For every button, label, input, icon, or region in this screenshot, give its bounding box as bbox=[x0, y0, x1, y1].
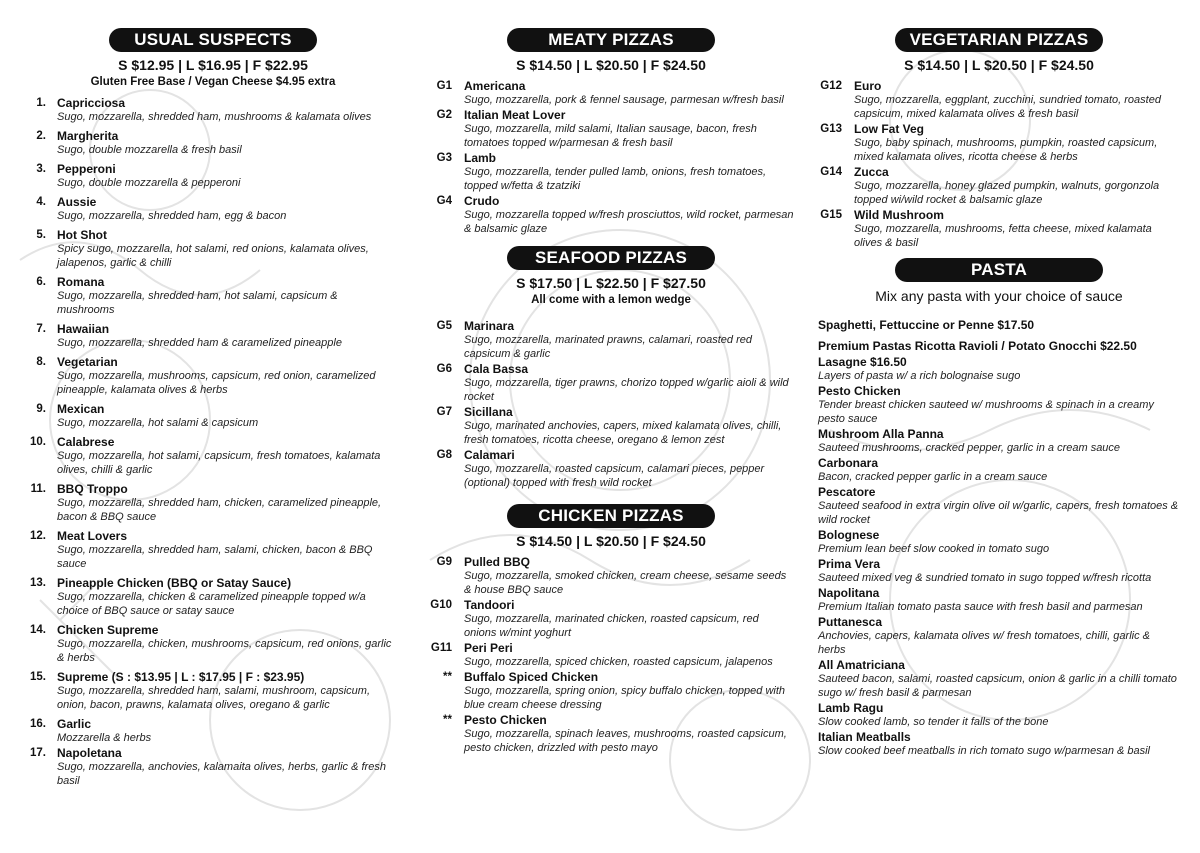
menu-item bbox=[28, 162, 398, 190]
item-number: ** bbox=[443, 714, 452, 726]
pasta-name: Mushroom Alla Panna bbox=[818, 427, 944, 441]
item-description: Sugo, mozzarella, mild salami, Italian sausage, bacon, fresh tomatoes topped w/parmesan & fresh basil bbox=[464, 123, 757, 149]
item-number: G2 bbox=[436, 109, 452, 121]
pasta-item bbox=[818, 615, 1180, 657]
item-name: Vegetarian bbox=[57, 355, 118, 369]
chicken-pizzas-section bbox=[428, 504, 794, 755]
item-description: Sugo, mozzarella, spring onion, spicy buffalo chicken, topped with blue cream cheese dressing bbox=[464, 685, 786, 711]
pasta-description: Slow cooked beef meatballs in rich tomato sugo w/parmesan & basil bbox=[818, 745, 1151, 757]
menu-item bbox=[818, 122, 1180, 164]
item-number: 9. bbox=[36, 403, 46, 415]
pasta-name: Puttanesca bbox=[818, 615, 883, 629]
meaty-pizzas-list bbox=[428, 79, 794, 236]
pasta-base-price: Spaghetti, Fettuccine or Penne $17.50 bbox=[818, 318, 1035, 332]
item-number: 8. bbox=[36, 356, 46, 368]
premium-pasta-price: Premium Pastas Ricotta Ravioli / Potato Gnocchi $22.50 bbox=[818, 339, 1137, 353]
menu-item bbox=[428, 151, 794, 193]
usual-suspects-section bbox=[28, 0, 398, 788]
item-number: G6 bbox=[436, 363, 452, 375]
item-number: G7 bbox=[436, 406, 452, 418]
item-name: Pepperoni bbox=[57, 162, 116, 176]
item-name: Garlic bbox=[57, 717, 92, 731]
item-description: Sugo, mozzarella, anchovies, kalamaita olives, herbs, garlic & fresh basil bbox=[57, 761, 386, 787]
item-description: Sugo, mozzarella, shredded ham & caramelized pineapple bbox=[57, 337, 342, 349]
item-number: G1 bbox=[436, 80, 452, 92]
item-description: Sugo, mozzarella, mushrooms, capsicum, red onion, caramelized pineapple, kalamata olives & herbs bbox=[57, 370, 376, 396]
item-number: 17. bbox=[30, 747, 46, 759]
pasta-description: Sauteed mixed veg & sundried tomato in sugo topped w/fresh ricotta bbox=[818, 572, 1152, 584]
gluten-free-note: Gluten Free Base / Vegan Cheese $4.95 extra bbox=[90, 76, 336, 88]
pasta-description: Sauteed seafood in extra virgin olive oil w/garlic, capers, fresh tomatoes & wild rocket bbox=[818, 500, 1179, 526]
item-number: G3 bbox=[436, 152, 452, 164]
pasta-name: Pescatore bbox=[818, 485, 876, 499]
menu-item bbox=[428, 448, 794, 490]
item-name: Tandoori bbox=[464, 598, 515, 612]
item-description: Sugo, mozzarella, pork & fennel sausage, parmesan w/fresh basil bbox=[464, 94, 784, 106]
menu-item bbox=[28, 482, 398, 524]
vegetarian-pizzas-section bbox=[818, 28, 1180, 250]
item-number: 15. bbox=[30, 671, 46, 683]
pasta-subtitle: Mix any pasta with your choice of sauce bbox=[875, 288, 1123, 304]
pasta-item bbox=[818, 384, 1180, 426]
pasta-item bbox=[818, 355, 1180, 383]
pasta-name: Italian Meatballs bbox=[818, 730, 911, 744]
chicken-prices: S $14.50 | L $20.50 | F $24.50 bbox=[516, 533, 706, 549]
item-description: Sugo, mozzarella, chicken, mushrooms, capsicum, red onions, garlic & herbs bbox=[57, 638, 392, 664]
item-description: Sugo, mozzarella, marinated prawns, calamari, roasted red capsicum & garlic bbox=[464, 334, 752, 360]
menu-item bbox=[428, 194, 794, 236]
item-name: Chicken Supreme bbox=[57, 623, 159, 637]
item-name: Sicillana bbox=[464, 405, 513, 419]
vegetarian-prices: S $14.50 | L $20.50 | F $24.50 bbox=[904, 57, 1094, 73]
menu-item bbox=[428, 641, 794, 669]
item-number: ** bbox=[443, 671, 452, 683]
item-description: Sugo, mozzarella, chicken & caramelized pineapple topped w/a choice of BBQ sauce or satay sauce bbox=[57, 591, 366, 617]
item-name: Romana bbox=[57, 275, 105, 289]
item-number: G4 bbox=[436, 195, 452, 207]
item-number: 7. bbox=[36, 323, 46, 335]
item-description: Sugo, mozzarella, shredded ham, chicken, caramelized pineapple, bacon & BBQ sauce bbox=[57, 497, 382, 523]
menu-item bbox=[428, 670, 794, 712]
pasta-item bbox=[818, 658, 1180, 700]
item-number: 12. bbox=[30, 530, 46, 542]
item-number: G13 bbox=[820, 123, 842, 135]
usual-suspects-list bbox=[28, 96, 398, 788]
menu-item bbox=[28, 195, 398, 223]
item-number: 16. bbox=[30, 718, 46, 730]
menu-item bbox=[28, 322, 398, 350]
lemon-wedge-note: All come with a lemon wedge bbox=[531, 294, 691, 306]
section-title-meaty-pizzas: MEATY PIZZAS bbox=[507, 28, 715, 52]
item-name: Crudo bbox=[464, 194, 500, 208]
item-name: Americana bbox=[464, 79, 526, 93]
section-title-seafood-pizzas: SEAFOOD PIZZAS bbox=[507, 246, 715, 270]
menu-item bbox=[28, 355, 398, 397]
item-name: Wild Mushroom bbox=[854, 208, 944, 222]
pasta-item bbox=[818, 528, 1180, 556]
item-name: Hawaiian bbox=[57, 322, 110, 336]
item-name: Euro bbox=[854, 79, 882, 93]
menu-item bbox=[428, 362, 794, 404]
item-number: 14. bbox=[30, 624, 46, 636]
pasta-name: Prima Vera bbox=[818, 557, 881, 571]
item-number: 10. bbox=[30, 436, 46, 448]
menu-item bbox=[428, 598, 794, 640]
item-description: Sugo, mozzarella, shredded ham, salami, chicken, bacon & BBQ sauce bbox=[57, 544, 373, 570]
pasta-item bbox=[818, 730, 1180, 758]
item-number: G8 bbox=[436, 449, 452, 461]
item-name: Zucca bbox=[854, 165, 889, 179]
item-description: Sugo, mozzarella, spiced chicken, roasted capsicum, jalapenos bbox=[464, 656, 773, 668]
item-description: Sugo, mozzarella topped w/fresh prosciuttos, wild rocket, parmesan & balsamic glaze bbox=[464, 209, 794, 235]
item-description: Sugo, mozzarella, marinated chicken, roasted capsicum, red onions w/mint yoghurt bbox=[464, 613, 759, 639]
item-name: Capricciosa bbox=[57, 96, 126, 110]
item-description: Sugo, baby spinach, mushrooms, pumpkin, roasted capsicum, mixed kalamata olives, ricotta cheese & herbs bbox=[854, 137, 1158, 163]
pasta-description: Anchovies, capers, kalamata olives w/ fresh tomatoes, chilli, garlic & herbs bbox=[818, 630, 1150, 656]
pasta-description: Premium lean beef slow cooked in tomato sugo bbox=[818, 543, 1050, 555]
item-number: G14 bbox=[820, 166, 842, 178]
item-number: 2. bbox=[36, 130, 46, 142]
item-number: 3. bbox=[36, 163, 46, 175]
pasta-description: Layers of pasta w/ a rich bolognaise sugo bbox=[818, 370, 1021, 382]
menu-item bbox=[28, 435, 398, 477]
seafood-pizzas-list bbox=[428, 319, 794, 490]
menu-item bbox=[28, 623, 398, 665]
right-column bbox=[818, 0, 1180, 759]
menu-item bbox=[428, 319, 794, 361]
item-number: G15 bbox=[820, 209, 842, 221]
menu-item bbox=[28, 129, 398, 157]
item-name: Aussie bbox=[57, 195, 97, 209]
chicken-pizzas-list bbox=[428, 555, 794, 755]
seafood-prices: S $17.50 | L $22.50 | F $27.50 bbox=[516, 275, 706, 291]
pasta-item bbox=[818, 701, 1180, 729]
section-title-chicken-pizzas: CHICKEN PIZZAS bbox=[507, 504, 715, 528]
item-description: Sugo, double mozzarella & pepperoni bbox=[57, 177, 241, 189]
item-number: G5 bbox=[436, 320, 452, 332]
item-description: Sugo, mozzarella, roasted capsicum, calamari pieces, pepper (optional) topped with fresh wild rocket bbox=[464, 463, 765, 489]
item-description: Sugo, mozzarella, hot salami, capsicum, fresh tomatoes, kalamata olives, chilli & garlic bbox=[57, 450, 381, 476]
item-name: Supreme (S : $13.95 | L : $17.95 | F : $23.95) bbox=[57, 670, 305, 684]
menu-item bbox=[28, 576, 398, 618]
item-name: Peri Peri bbox=[464, 641, 513, 655]
pasta-item bbox=[818, 427, 1180, 455]
pasta-name: Bolognese bbox=[818, 528, 880, 542]
section-title-vegetarian-pizzas: VEGETARIAN PIZZAS bbox=[895, 28, 1103, 52]
item-description: Spicy sugo, mozzarella, hot salami, red onions, kalamata olives, jalapenos, garlic & chilli bbox=[57, 243, 369, 269]
menu-item bbox=[28, 529, 398, 571]
pasta-item bbox=[818, 485, 1180, 527]
section-title-usual-suspects: USUAL SUSPECTS bbox=[109, 28, 317, 52]
pasta-sauce-list bbox=[818, 355, 1180, 758]
item-description: Sugo, mozzarella, smoked chicken, cream cheese, sesame seeds & house BBQ sauce bbox=[464, 570, 787, 596]
item-name: Calabrese bbox=[57, 435, 115, 449]
item-name: Meat Lovers bbox=[57, 529, 128, 543]
item-number: G12 bbox=[820, 80, 842, 92]
item-name: Lamb bbox=[464, 151, 497, 165]
item-description: Sugo, mozzarella, eggplant, zucchini, sundried tomato, roasted capsicum, mixed kalamata olives & fresh basil bbox=[854, 94, 1161, 120]
item-description: Sugo, mozzarella, mushrooms, fetta cheese, mixed kalamata olives & basil bbox=[854, 223, 1152, 249]
section-title-pasta: PASTA bbox=[895, 258, 1103, 282]
menu-item bbox=[818, 79, 1180, 121]
pasta-description: Premium Italian tomato pasta sauce with fresh basil and parmesan bbox=[818, 601, 1143, 613]
pasta-description: Slow cooked lamb, so tender it falls of the bone bbox=[818, 716, 1049, 728]
pasta-name: Lamb Ragu bbox=[818, 701, 884, 715]
pasta-name: All Amatriciana bbox=[818, 658, 905, 672]
menu-item bbox=[428, 108, 794, 150]
meaty-prices: S $14.50 | L $20.50 | F $24.50 bbox=[516, 57, 706, 73]
item-number: G10 bbox=[430, 599, 452, 611]
item-name: Napoletana bbox=[57, 746, 122, 760]
item-description: Sugo, mozzarella, shredded ham, egg & bacon bbox=[57, 210, 287, 222]
item-name: Buffalo Spiced Chicken bbox=[464, 670, 599, 684]
pasta-item bbox=[818, 557, 1180, 585]
middle-column bbox=[428, 0, 794, 755]
menu-item bbox=[28, 670, 398, 712]
item-description: Sugo, mozzarella, spinach leaves, mushrooms, roasted capsicum, pesto chicken, drizzled with pesto mayo bbox=[464, 728, 787, 754]
menu-item bbox=[28, 275, 398, 317]
menu-item bbox=[28, 228, 398, 270]
item-number: 4. bbox=[36, 196, 46, 208]
item-name: Cala Bassa bbox=[464, 362, 529, 376]
item-description: Sugo, mozzarella, honey glazed pumpkin, walnuts, gorgonzola topped wi/wild rocket & balsamic glaze bbox=[854, 180, 1160, 206]
item-description: Sugo, mozzarella, shredded ham, salami, mushroom, capsicum, onion, bacon, prawns, kalamata olives, oregano & garlic bbox=[57, 685, 371, 711]
pasta-description: Tender breast chicken sauteed w/ mushrooms & spinach in a creamy pesto sauce bbox=[818, 399, 1154, 425]
item-number: 11. bbox=[30, 483, 46, 495]
menu-item bbox=[818, 165, 1180, 207]
item-name: BBQ Troppo bbox=[57, 482, 128, 496]
item-number: 5. bbox=[36, 229, 46, 241]
pasta-name: Carbonara bbox=[818, 456, 879, 470]
item-number: 6. bbox=[36, 276, 46, 288]
meaty-pizzas-section bbox=[428, 28, 794, 236]
seafood-pizzas-section bbox=[428, 246, 794, 490]
pasta-section bbox=[818, 258, 1180, 758]
item-number: 1. bbox=[36, 97, 46, 109]
menu-item bbox=[28, 402, 398, 430]
item-name: Italian Meat Lover bbox=[464, 108, 566, 122]
item-number: 13. bbox=[30, 577, 46, 589]
menu-item bbox=[28, 96, 398, 124]
pasta-name: Napolitana bbox=[818, 586, 880, 600]
item-number: G9 bbox=[436, 556, 452, 568]
item-description: Sugo, marinated anchovies, capers, mixed kalamata olives, chilli, fresh tomatoes, ricotta cheese, oregano & lemon zest bbox=[464, 420, 782, 446]
menu-item bbox=[28, 746, 398, 788]
item-description: Sugo, mozzarella, shredded ham, hot salami, capsicum & mushrooms bbox=[57, 290, 338, 316]
usual-suspects-prices: S $12.95 | L $16.95 | F $22.95 bbox=[118, 57, 308, 73]
pasta-item bbox=[818, 586, 1180, 614]
item-name: Mexican bbox=[57, 402, 105, 416]
menu-item bbox=[428, 713, 794, 755]
item-name: Hot Shot bbox=[57, 228, 107, 242]
pasta-item bbox=[818, 456, 1180, 484]
pasta-description: Sauteed mushrooms, cracked pepper, garlic in a cream sauce bbox=[818, 442, 1121, 454]
menu-item bbox=[818, 208, 1180, 250]
item-name: Pineapple Chicken (BBQ or Satay Sauce) bbox=[57, 576, 292, 590]
item-description: Sugo, mozzarella, shredded ham, mushrooms & kalamata olives bbox=[57, 111, 372, 123]
menu-item bbox=[428, 555, 794, 597]
item-name: Calamari bbox=[464, 448, 515, 462]
menu-item bbox=[28, 717, 398, 745]
item-description: Sugo, mozzarella, tender pulled lamb, onions, fresh tomatoes, topped w/fetta & tzatziki bbox=[464, 166, 767, 192]
item-name: Pesto Chicken bbox=[464, 713, 547, 727]
pasta-description: Bacon, cracked pepper garlic in a cream sauce bbox=[818, 471, 1048, 483]
item-description: Sugo, mozzarella, tiger prawns, chorizo topped w/garlic aioli & wild rocket bbox=[464, 377, 789, 403]
menu-item bbox=[428, 79, 794, 107]
item-name: Pulled BBQ bbox=[464, 555, 531, 569]
item-number: G11 bbox=[430, 642, 452, 654]
item-name: Low Fat Veg bbox=[854, 122, 925, 136]
menu-item bbox=[428, 405, 794, 447]
pasta-name: Lasagne $16.50 bbox=[818, 355, 907, 369]
item-name: Marinara bbox=[464, 319, 515, 333]
pasta-name: Pesto Chicken bbox=[818, 384, 901, 398]
item-description: Sugo, double mozzarella & fresh basil bbox=[57, 144, 242, 156]
item-description: Mozzarella & herbs bbox=[57, 732, 152, 744]
item-description: Sugo, mozzarella, hot salami & capsicum bbox=[57, 417, 259, 429]
vegetarian-pizzas-list bbox=[818, 79, 1180, 250]
item-name: Margherita bbox=[57, 129, 119, 143]
pasta-description: Sauteed bacon, salami, roasted capsicum, onion & garlic in a chilli tomato sugo w/ fresh basil & parmesan bbox=[818, 673, 1177, 699]
